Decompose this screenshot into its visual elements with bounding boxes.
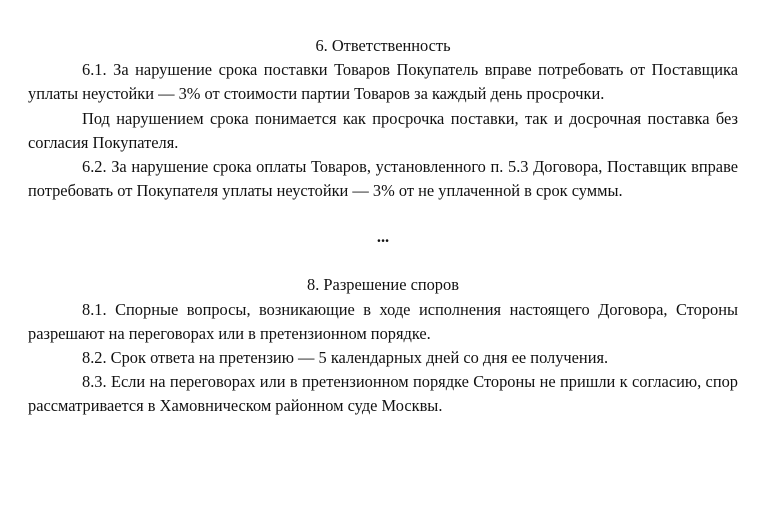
paragraph-6-1: 6.1. За нарушение срока поставки Товаров Покупатель вправе потребовать от Поставщика уплаты неустойки — 3% от стоимости партии Товаров за каждый день просрочки. [28, 60, 738, 104]
section-heading: 8. Разрешение споров [307, 275, 459, 295]
paragraph-6-2: 6.2. За нарушение срока оплаты Товаров, установленного п. 5.3 Договора, Поставщик вправе потребовать от Покупателя уплаты неустойки — 3% от не уплаченной в срок суммы. [28, 157, 738, 201]
paragraph-6-1-note: Под нарушением срока понимается как просрочка поставки, так и досрочная поставка без согласия Покупателя. [28, 108, 738, 152]
section-heading: 6. Ответственность [315, 36, 451, 55]
paragraph-8-2: 8.2. Срок ответа на претензию — 5 календарных дней со дня ее получения. [82, 348, 609, 368]
paragraph-8-3: 8.3. Если на переговорах или в претензионном порядке Стороны не пришли к согласию, спор рассматривается в Хамовническом районном суде Москвы. [28, 372, 738, 416]
paragraph-8-1: 8.1. Спорные вопросы, возникающие в ходе исполнения настоящего Договора, Стороны разрешают на переговорах или в претензионном порядке. [28, 299, 738, 343]
spacer [28, 249, 738, 273]
omission-marker: ... [376, 227, 390, 247]
section-dispute-resolution [28, 273, 738, 418]
document-page [28, 34, 738, 419]
spacer [28, 203, 738, 225]
section-responsibility [28, 34, 738, 203]
